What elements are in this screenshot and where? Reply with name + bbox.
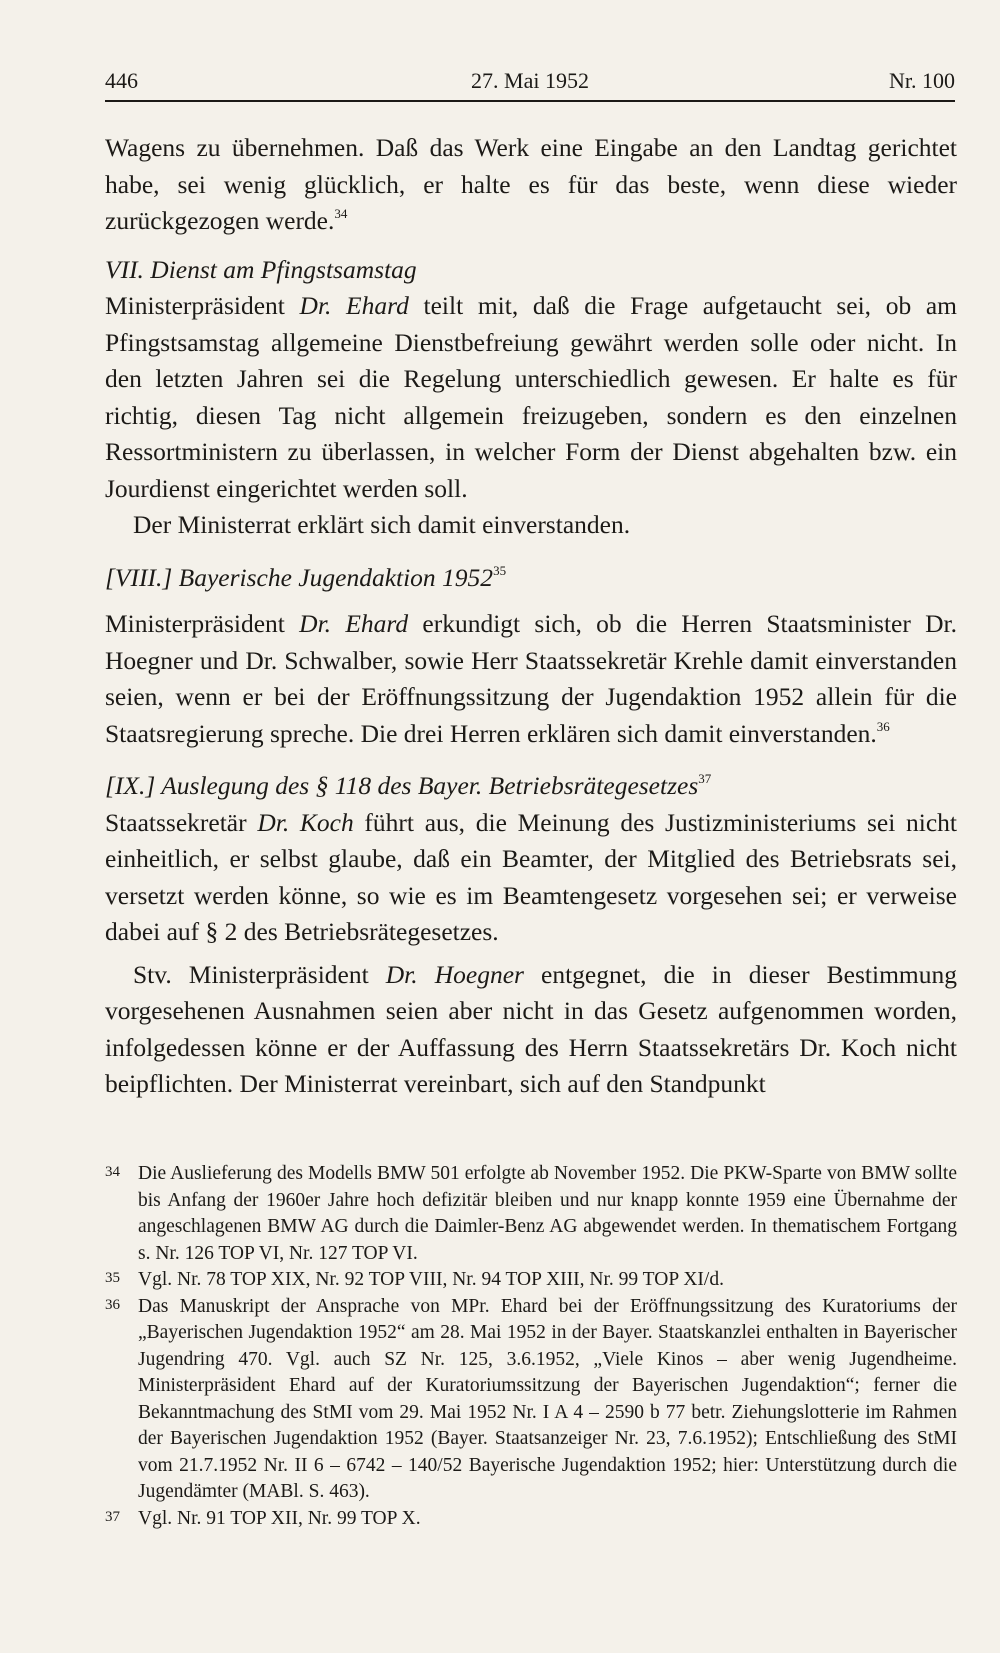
paragraph-text: teilt mit, daß die Frage aufgetaucht sei, ob am Pfingstsamstag allgemeine Dienstbefreiung gewährt werden solle oder nicht. In den letzten Jahren sei die Regelung unterschiedlich gewesen. Er halte es für richtig, diesen Tag nicht allgemein freizugeben, sondern es den einzelnen Ressortministern zu überlassen, in welcher Form der Dienst abgehalten bzw. ein Jourdienst eingerichtet werden soll. [105, 291, 957, 503]
footnote-ref: 37 [698, 771, 712, 786]
footnote [105, 1161, 957, 1267]
speaker-title: Stv. Ministerpräsident [133, 959, 386, 989]
paragraph-text: führt aus, die Meinung des Justizministeriums sei nicht einheitlich, er selbst glaube, daß ein Beamter, der Mitglied des Betriebsrats sei, versetzt werden könne, so wie es im Beamtengesetz vorgesehen sei; er verweise dabei auf § 2 des Betriebsrätegesetzes. [105, 807, 958, 946]
section-heading-vii [105, 252, 957, 289]
speaker-title: Ministerpräsident [105, 609, 300, 638]
footnote [105, 1267, 957, 1294]
paragraph [105, 805, 957, 951]
section-heading-text: Auslegung des § 118 des Bayer. Betriebsrätegesetzes [155, 771, 699, 800]
paragraph-text: erkundigt sich, ob die Herren Staatsminister Dr. Hoegner und Dr. Schwalber, sowie Herr Staatssekretär Krehle damit einverstanden seien, wenn er bei der Eröffnungssitzung der Jugendaktion 1952 allein für die Staatsregierung spreche. Die drei Herren erklären sich damit einverstanden. [105, 609, 957, 748]
footnote-text: Die Auslieferung des Modells BMW 501 erfolgte ab November 1952. Die PKW-Sparte von BMW sollte bis Anfang der 1960er Jahre hoch defizitär bleiben und nur knapp konnte 1959 eine Übernahme der angeschlagenen BMW AG durch die Daimler-Benz AG abgewendet werden. In thematischem Fortgang s. Nr. 126 TOP VI, Nr. 127 TOP VI. [138, 1163, 957, 1264]
footnote-number: 37 [105, 1508, 120, 1525]
speaker-name: Dr. Hoegner [385, 959, 524, 989]
footnote-ref: 34 [334, 206, 348, 221]
speaker-name: Dr. Ehard [299, 609, 409, 638]
header-date: 27. Mai 1952 [471, 68, 589, 93]
page-number: 446 [105, 68, 138, 93]
paragraph [105, 507, 957, 544]
speaker-name: Dr. Ehard [299, 291, 409, 320]
section-heading-viii [105, 560, 957, 597]
section-number: [VIII.] [105, 562, 173, 592]
footnote [105, 1294, 957, 1506]
paragraph [105, 957, 957, 1103]
paragraph [105, 288, 957, 507]
section-heading-ix [105, 768, 957, 805]
footnote-number: 36 [105, 1296, 120, 1313]
paragraph-text: Der Ministerrat erklärt sich damit einverstanden. [133, 510, 631, 539]
footnote-text: Vgl. Nr. 78 TOP XIX, Nr. 92 TOP VIII, Nr. 94 TOP XIII, Nr. 99 TOP XI/d. [138, 1269, 724, 1290]
speaker-title: Staatssekretär [105, 807, 258, 837]
footnote-number: 35 [105, 1270, 120, 1286]
main-text [105, 130, 957, 1103]
footnote-number: 34 [105, 1164, 120, 1180]
footnote-ref: 36 [876, 718, 890, 734]
footnote-ref: 35 [493, 562, 507, 578]
issue-number: Nr. 100 [889, 68, 955, 93]
footnote [105, 1506, 957, 1533]
section-number: [IX.] [105, 771, 156, 800]
speaker-title: Ministerpräsident [105, 291, 300, 320]
footnote-text: Das Manuskript der Ansprache von MPr. Ehard bei der Eröffnungssitzung des Kuratoriums der „Bayerischen Jugendaktion 1952“ am 28. Mai 1952 in der Bayer. Staatskanzlei enthalten in Bayerischer Jugendring 470. Vgl. auch SZ Nr. 125, 3.6.1952, „Viele Kinos – aber wenig Jugendheime. Ministerpräsident Ehard auf der Kuratoriumssitzung der Bayerischen Jugendaktion“; ferner die Bekanntmachung des StMI vom 29. Mai 1952 Nr. I A 4 – 2590 b 77 betr. Ziehungslotterie im Rahmen der Bayerischen Jugendaktion 1952 (Bayer. Staatsanzeiger Nr. 23, 7.6.1952); Entschließung des StMI vom 21.7.1952 Nr. II 6 – 6742 – 140/52 Bayerische Jugendaktion 1952; hier: Unterstützung durch die Jugendämter (MABl. S. 463). [138, 1295, 957, 1502]
footnote-text: Vgl. Nr. 91 TOP XII, Nr. 99 TOP X. [138, 1507, 421, 1529]
section-heading-text: VII. Dienst am Pfingstsamstag [105, 254, 417, 284]
paragraph [105, 130, 957, 240]
footnotes [105, 1161, 957, 1532]
paragraph-text: Wagens zu übernehmen. Daß das Werk eine Eingabe an den Landtag gerichtet habe, sei wenig glücklich, er halte es für das beste, wenn diese wieder zurückgezogen werde. [105, 133, 957, 235]
paragraph-text: entgegnet, die in dieser Bestimmung vorgesehenen Ausnahmen seien aber nicht in das Gesetz aufgenommen worden, infolgedessen könne er der Auffassung des Herrn Staatssekretärs Dr. Koch nicht beipflichten. Der Ministerrat vereinbart, sich auf den Standpunkt [105, 959, 957, 1098]
paragraph [105, 606, 957, 752]
section-heading-text: Bayerische Jugendaktion 1952 [172, 562, 494, 592]
speaker-name: Dr. Koch [257, 807, 354, 837]
running-header [105, 66, 955, 102]
